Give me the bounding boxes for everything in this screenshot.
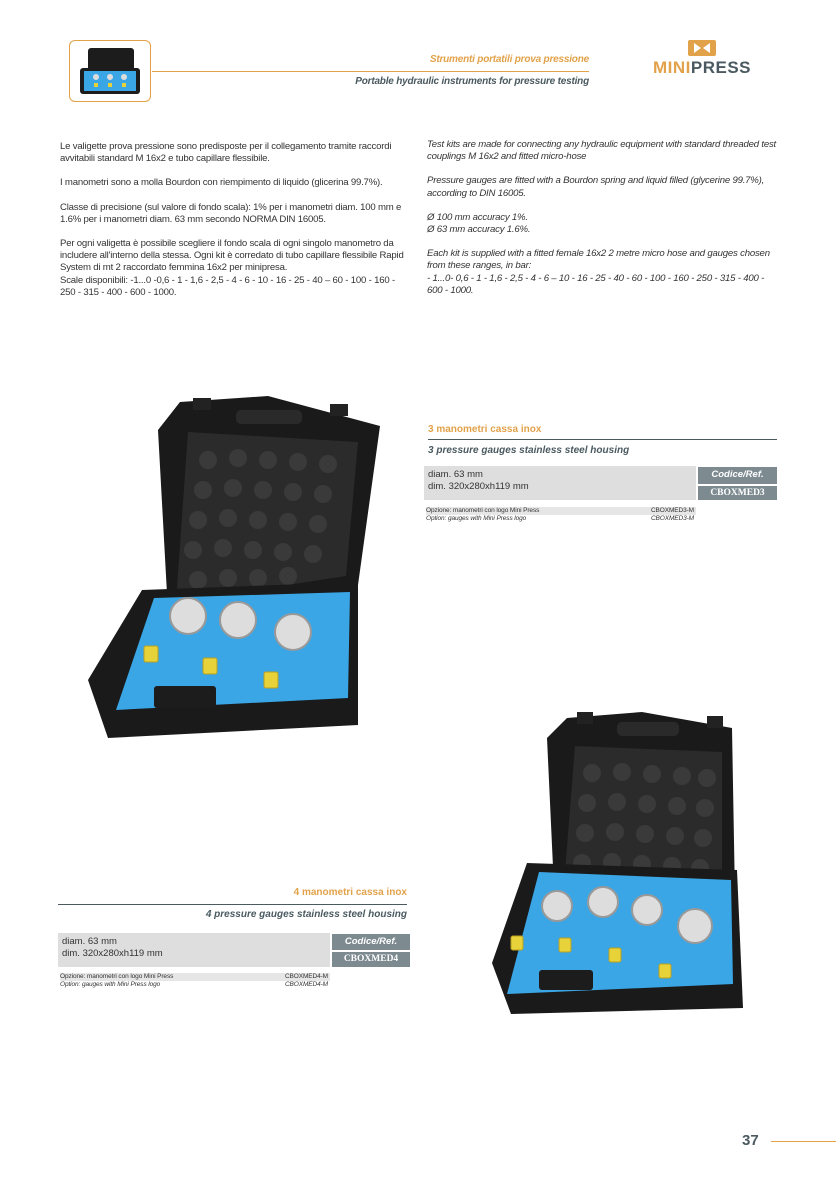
product4-diameter: diam. 63 mm: [62, 936, 117, 947]
intro-it-paragraph: Le valigette prova pressione sono predisposte per il collegamento tramite raccordi avvitabili standard M 16x2 e tubo capillare flessibile.: [60, 141, 392, 165]
intro-en-paragraph: Ø 100 mm accuracy 1%.: [427, 211, 528, 223]
case-4-gauges-image: [437, 688, 782, 1058]
case-3-gauges-image: [58, 380, 403, 780]
option-label: Option: gauges with Mini Press logo: [60, 981, 161, 988]
option-label: Opzione: manometri con logo Mini Press: [60, 973, 174, 980]
option-code: CBOXMED4-M: [284, 981, 328, 988]
intro-it-paragraph: Per ogni valigetta è possibile scegliere il fondo scala di ogni singolo manometro da includere all'interno della stessa. Ogni kit è corredato di tubo capillare flessibile Rapid System di mt 2 raccordato femmina 16x2 per minipresa.: [60, 238, 404, 274]
intro-italian: [60, 141, 412, 311]
header-title-en: Portable hydraulic instruments for pressure testing: [355, 76, 589, 87]
product3-title-it: 3 manometri cassa inox: [428, 424, 542, 435]
product4-rule: [58, 904, 407, 905]
product3-options: [426, 507, 696, 523]
logo-mark-icon: [688, 40, 716, 56]
product4-dimensions: dim. 320x280xh119 mm: [62, 948, 163, 959]
intro-en-paragraph: Ø 63 mm accuracy 1.6%.: [427, 224, 531, 236]
header-thumbnail: [69, 40, 151, 102]
product3-code-header: Codice/Ref.: [698, 467, 777, 484]
logo-wordmark: [626, 58, 778, 78]
product4-code-header: Codice/Ref.: [332, 934, 410, 950]
case-thumbnail-image: [74, 44, 146, 98]
option-code: CBOXMED3-M: [650, 515, 694, 522]
page-number: 37: [742, 1132, 759, 1149]
logo-mini: MINI: [652, 58, 691, 77]
intro-it-paragraph: Scale disponibili: -1...0 -0,6 - 1 - 1,6 - 2,5 - 4 - 6 - 10 - 16 - 25 - 40 – 60 - 100 - 160 - 250 - 315 - 400 - 600 - 1000.: [60, 274, 395, 298]
footer-rule: [771, 1141, 836, 1142]
product3-rule: [428, 439, 777, 440]
product4-option-it: [60, 973, 330, 981]
product4-title-it: 4 manometri cassa inox: [293, 887, 407, 898]
header-title-it: Strumenti portatili prova pressione: [429, 54, 589, 65]
option-label: Option: gauges with Mini Press logo: [426, 515, 527, 522]
intro-en-paragraph: - 1...0- 0,6 - 1 - 1,6 - 2,5 - 4 - 6 – 10 - 16 - 25 - 40 - 60 - 100 - 160 - 250 - 315 - 400 - 600 - 1000.: [427, 272, 765, 296]
intro-it-paragraph: I manometri sono a molla Bourdon con riempimento di liquido (glicerina 99.7%).: [60, 177, 383, 189]
product3-option-en: [426, 515, 696, 523]
product3-spec: [424, 466, 696, 500]
header-rule: [152, 71, 589, 72]
intro-it-paragraph: Classe di precisione (sul valore di fondo scala): 1% per i manometri diam. 100 mm e 1.6% per i manometri diam. 63 mm secondo NORMA DIN 16005.: [60, 201, 402, 225]
option-code: CBOXMED3-M: [650, 507, 694, 514]
intro-en-paragraph: Each kit is supplied with a fitted female 16x2 2 metre micro hose and gauges chosen from these ranges, in bar:: [427, 248, 770, 272]
option-code: CBOXMED4-M: [284, 973, 328, 980]
product4-options: [60, 973, 330, 989]
product4-code: CBOXMED4: [332, 952, 410, 967]
intro-english: [427, 139, 777, 309]
product3-title-en: 3 pressure gauges stainless steel housing: [428, 445, 630, 456]
product3-diameter: diam. 63 mm: [428, 469, 483, 480]
intro-en-paragraph: Test kits are made for connecting any hydraulic equipment with standard threaded test couplings M 16x2 and fitted micro-hose: [427, 139, 777, 163]
product4-title-en: 4 pressure gauges stainless steel housing: [205, 909, 407, 920]
product3-dimensions: dim. 320x280xh119 mm: [428, 481, 529, 492]
minipress-logo: [626, 40, 778, 84]
product3-code: CBOXMED3: [698, 486, 777, 500]
intro-en-paragraph: Pressure gauges are fitted with a Bourdon spring and liquid filled (glycerine 99.7%), according to DIN 16005.: [427, 175, 765, 199]
option-label: Opzione: manometri con logo Mini Press: [426, 507, 540, 514]
product4-option-en: [60, 981, 330, 989]
product3-option-it: [426, 507, 696, 515]
product4-spec: [58, 933, 330, 967]
logo-press: PRESS: [690, 58, 752, 77]
